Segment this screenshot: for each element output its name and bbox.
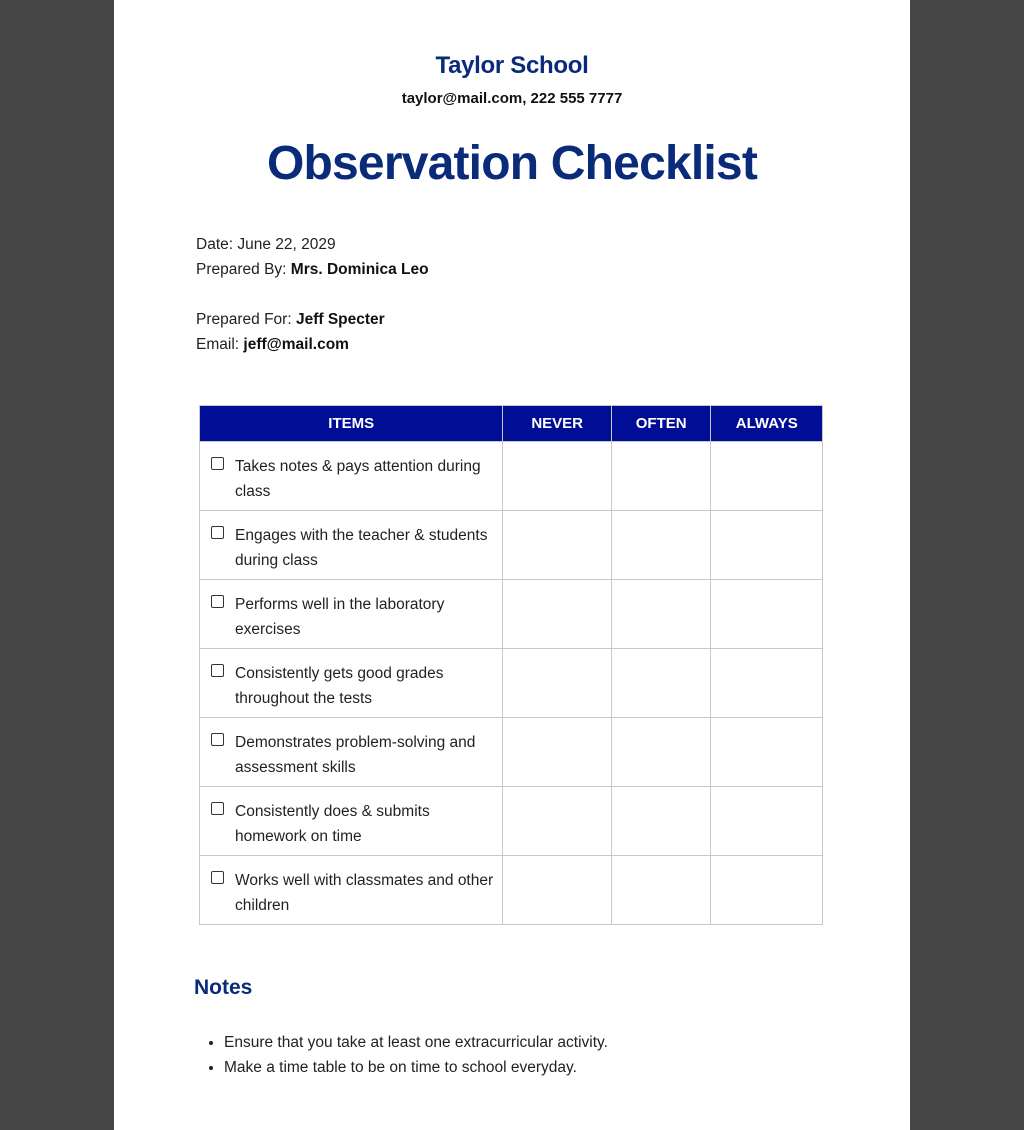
item-checkbox[interactable] bbox=[211, 733, 224, 746]
always-cell[interactable] bbox=[711, 856, 823, 925]
header-never: NEVER bbox=[503, 406, 611, 442]
date-label: Date: bbox=[196, 236, 234, 253]
list-item: • Ensure that you take at least one extracurricular activity. bbox=[224, 1030, 608, 1055]
often-cell[interactable] bbox=[611, 442, 711, 511]
item-cell bbox=[200, 649, 503, 718]
item-label: Consistently does & submits homework on time bbox=[235, 803, 430, 845]
table-row bbox=[200, 787, 823, 856]
document-page bbox=[114, 0, 910, 1130]
item-label: Engages with the teacher & students during class bbox=[235, 527, 488, 569]
item-label: Performs well in the laboratory exercises bbox=[235, 596, 445, 638]
table-row bbox=[200, 580, 823, 649]
item-cell bbox=[200, 580, 503, 649]
item-checkbox[interactable] bbox=[211, 664, 224, 677]
header-always: ALWAYS bbox=[711, 406, 823, 442]
never-cell[interactable] bbox=[503, 580, 611, 649]
often-cell[interactable] bbox=[611, 649, 711, 718]
observation-table bbox=[199, 405, 823, 925]
item-checkbox[interactable] bbox=[211, 457, 224, 470]
item-checkbox[interactable] bbox=[211, 871, 224, 884]
page-title: Observation Checklist bbox=[266, 137, 758, 190]
item-label: Works well with classmates and other children bbox=[235, 872, 494, 914]
school-contact: taylor@mail.com, 222 555 7777 bbox=[401, 90, 623, 107]
item-cell bbox=[200, 442, 503, 511]
item-checkbox[interactable] bbox=[211, 526, 224, 539]
item-cell bbox=[200, 718, 503, 787]
often-cell[interactable] bbox=[611, 787, 711, 856]
never-cell[interactable] bbox=[503, 787, 611, 856]
always-cell[interactable] bbox=[711, 718, 823, 787]
email-value: jeff@mail.com bbox=[243, 336, 349, 353]
table-header-row bbox=[200, 406, 823, 442]
often-cell[interactable] bbox=[611, 580, 711, 649]
item-cell bbox=[200, 787, 503, 856]
never-cell[interactable] bbox=[503, 718, 611, 787]
prepared-for-value: Jeff Specter bbox=[295, 311, 385, 328]
meta-date bbox=[196, 236, 336, 254]
item-checkbox[interactable] bbox=[211, 802, 224, 815]
item-checkbox[interactable] bbox=[211, 595, 224, 608]
item-label: Takes notes & pays attention during class bbox=[235, 458, 481, 500]
never-cell[interactable] bbox=[503, 511, 611, 580]
never-cell[interactable] bbox=[503, 649, 611, 718]
never-cell[interactable] bbox=[503, 442, 611, 511]
table-row bbox=[200, 442, 823, 511]
list-item: • Make a time table to be on time to school everyday. bbox=[224, 1055, 608, 1080]
prepared-for-label: Prepared For: bbox=[196, 311, 292, 328]
often-cell[interactable] bbox=[611, 856, 711, 925]
table-row bbox=[200, 718, 823, 787]
table-row bbox=[200, 856, 823, 925]
date-value: June 22, 2029 bbox=[237, 236, 336, 253]
notes-list bbox=[204, 1030, 608, 1080]
meta-prepared-by bbox=[196, 261, 429, 279]
item-label: Demonstrates problem-solving and assessment skills bbox=[235, 734, 476, 776]
header-items: ITEMS bbox=[200, 406, 503, 442]
prepared-by-value: Mrs. Dominica Leo bbox=[290, 261, 429, 278]
often-cell[interactable] bbox=[611, 511, 711, 580]
item-cell bbox=[200, 856, 503, 925]
always-cell[interactable] bbox=[711, 787, 823, 856]
header-often: OFTEN bbox=[611, 406, 711, 442]
never-cell[interactable] bbox=[503, 856, 611, 925]
notes-heading: Notes bbox=[194, 976, 253, 999]
school-name: Taylor School bbox=[435, 52, 589, 79]
often-cell[interactable] bbox=[611, 718, 711, 787]
email-label: Email: bbox=[196, 336, 240, 353]
prepared-by-label: Prepared By: bbox=[196, 261, 287, 278]
item-label: Consistently gets good grades throughout the tests bbox=[235, 665, 444, 707]
meta-email bbox=[196, 336, 349, 354]
always-cell[interactable] bbox=[711, 511, 823, 580]
always-cell[interactable] bbox=[711, 442, 823, 511]
table-row bbox=[200, 511, 823, 580]
always-cell[interactable] bbox=[711, 580, 823, 649]
item-cell bbox=[200, 511, 503, 580]
table-row bbox=[200, 649, 823, 718]
meta-prepared-for bbox=[196, 311, 385, 329]
always-cell[interactable] bbox=[711, 649, 823, 718]
